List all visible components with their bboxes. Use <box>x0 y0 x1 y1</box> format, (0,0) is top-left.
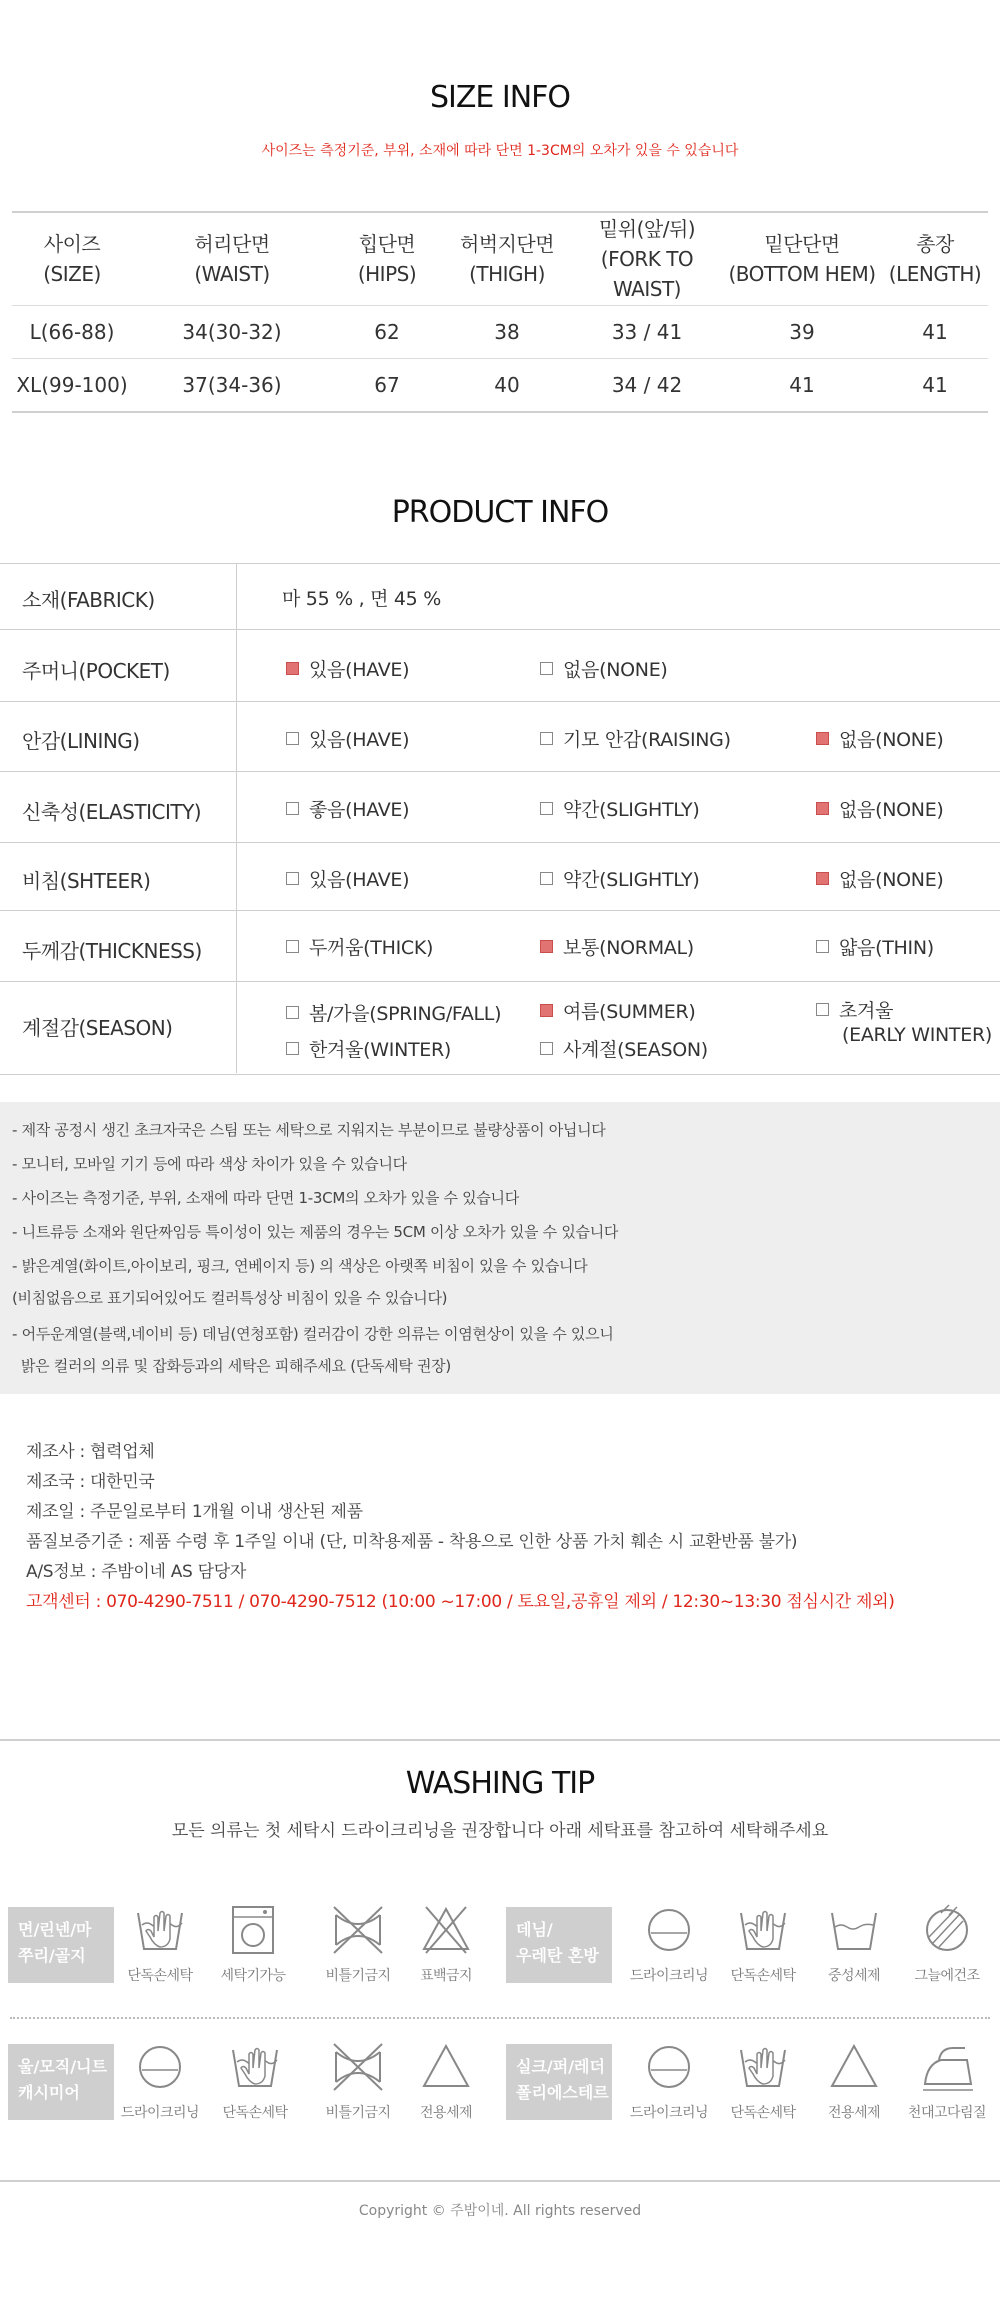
note-line: - 니트류등 소재와 원단짜임등 특이성이 있는 제품의 경우는 5CM 이상 오차가 있을 수 있습니다 <box>12 1223 619 1241</box>
thickness-option-thin[interactable]: 얇음(THIN) <box>816 933 934 960</box>
checkbox-unchecked[interactable] <box>540 1042 553 1055</box>
season-option-early-winter[interactable]: 초겨울 (EARLY WINTER) <box>816 999 992 1047</box>
washing-tip-title: WASHING TIP <box>405 1766 595 1801</box>
wash-category-cotton: 면/린넨/마 쭈리/골지 <box>8 1907 114 1983</box>
special-detergent-icon <box>826 2040 882 2094</box>
product-info-row-fabric <box>0 563 1000 630</box>
hand-wash-icon <box>227 2040 283 2094</box>
product-info-row-lining <box>0 701 1000 772</box>
table-cell: 62 <box>332 306 442 359</box>
washing-tip-subtitle: 모든 의류는 첫 세탁시 드라이크리닝을 권장합니다 아래 세탁표를 참고하여 세탁해주세요 <box>171 1821 829 1841</box>
table-cell: 37(34-36) <box>132 359 332 413</box>
checkbox-checked[interactable] <box>816 872 829 885</box>
table-cell: XL(99-100) <box>12 359 132 413</box>
hand-wash-icon <box>735 2040 791 2094</box>
wash-item: 전용세제 <box>806 2040 902 2122</box>
washing-machine-icon <box>225 1903 281 1957</box>
wash-item: 전용세제 <box>398 2040 494 2122</box>
wash-item: 중성세제 <box>806 1903 902 1985</box>
sheer-option-have[interactable]: 있음(HAVE) <box>286 865 409 892</box>
table-row <box>12 306 988 359</box>
no-wring-icon <box>330 1903 386 1957</box>
size-header-size: 사이즈 (SIZE) <box>43 232 101 286</box>
pocket-label: 주머니(POCKET) <box>22 659 170 683</box>
maker-info-line: 제조국 : 대한민국 <box>26 1472 155 1492</box>
wash-item: 천대고다림질 <box>899 2040 995 2122</box>
dry-clean-icon <box>132 2040 188 2094</box>
size-header-hips: 힙단면 (HIPS) <box>357 232 417 286</box>
neutral-detergent-icon <box>826 1903 882 1957</box>
pocket-option-have[interactable]: 있음(HAVE) <box>286 655 409 682</box>
dry-clean-icon <box>641 2040 697 2094</box>
lining-label: 안감(LINING) <box>22 729 140 753</box>
size-header-length: 총장 (LENGTH) <box>888 232 982 286</box>
note-line: - 밝은계열(화이트,아이보리, 핑크, 연베이지 등) 의 색상은 아랫쪽 비침이 있을 수 있습니다 <box>12 1257 588 1275</box>
table-cell: 41 <box>882 359 988 413</box>
note-line: 밝은 컬러의 의류 및 잡화등과의 세탁은 피해주세요 (단독세탁 권장) <box>12 1357 451 1375</box>
wash-category-silk: 실크/퍼/레더 폴리에스테르 <box>506 2044 612 2120</box>
checkbox-unchecked[interactable] <box>540 802 553 815</box>
note-line: - 어두운계열(블랙,네이비 등) 데님(연청포함) 컬러감이 강한 의류는 이염현상이 있을 수 있으니 <box>12 1325 614 1343</box>
product-info-row-season <box>0 981 1000 1075</box>
size-header-thigh: 허벅지단면 (THIGH) <box>459 232 555 286</box>
season-option-spring-fall[interactable]: 봄/가을(SPRING/FALL) <box>286 999 501 1026</box>
checkbox-checked[interactable] <box>286 662 299 675</box>
checkbox-unchecked[interactable] <box>286 940 299 953</box>
copyright: Copyright © 주밤이네. All rights reserved <box>358 2203 642 2219</box>
thickness-option-thick[interactable]: 두꺼움(THICK) <box>286 933 433 960</box>
table-cell: 41 <box>722 359 882 413</box>
pocket-option-none[interactable]: 없음(NONE) <box>540 655 668 682</box>
season-label: 계절감(SEASON) <box>22 1016 173 1040</box>
checkbox-unchecked[interactable] <box>286 732 299 745</box>
notes-box <box>0 1102 1000 1394</box>
wash-item: 비틀기금지 <box>310 2040 406 2122</box>
checkbox-checked[interactable] <box>816 732 829 745</box>
checkbox-unchecked[interactable] <box>540 872 553 885</box>
checkbox-checked[interactable] <box>540 940 553 953</box>
thickness-label: 두께감(THICKNESS) <box>22 939 202 963</box>
wash-item: 단독손세탁 <box>112 1903 208 1985</box>
table-cell: 39 <box>722 306 882 359</box>
size-table-header-row <box>12 212 988 306</box>
customer-center-line: 고객센터 : 070-4290-7511 / 070-4290-7512 (10:00 ~17:00 / 토요일,공휴일 제외 / 12:30~13:30 점심시간 제외) <box>26 1592 895 1612</box>
fabric-value: 마 55 % , 면 45 % <box>282 588 441 610</box>
hand-wash-icon <box>132 1903 188 1957</box>
dry-clean-icon <box>641 1903 697 1957</box>
wash-item: 단독손세탁 <box>715 2040 811 2122</box>
size-header-fork: 밑위(앞/뒤) (FORK TO WAIST) <box>598 217 696 301</box>
size-info-subtitle: 사이즈는 측정기준, 부위, 소재에 따라 단면 1-3CM의 오차가 있을 수 있습니다 <box>261 143 739 159</box>
footer-divider <box>0 2180 1000 2182</box>
shade-dry-icon <box>919 1903 975 1957</box>
checkbox-unchecked[interactable] <box>286 1042 299 1055</box>
maker-info-line: 품질보증기준 : 제품 수령 후 1주일 이내 (단, 미착용제품 - 착용으로 인한 상품 가치 훼손 시 교환반품 불가) <box>26 1532 798 1552</box>
wash-item: 비틀기금지 <box>310 1903 406 1985</box>
checkbox-unchecked[interactable] <box>286 802 299 815</box>
elasticity-option-slightly[interactable]: 약간(SLIGHTLY) <box>540 795 699 822</box>
note-line: - 제작 공정시 생긴 초크자국은 스팀 또는 세탁으로 지워지는 부분이므로 불량상품이 아닙니다 <box>12 1121 606 1139</box>
elasticity-label: 신축성(ELASTICITY) <box>22 800 202 824</box>
sheer-option-none[interactable]: 없음(NONE) <box>816 865 944 892</box>
size-header-hem: 밑단단면 (BOTTOM HEM) <box>728 232 876 286</box>
wash-item: 세탁기가능 <box>205 1903 301 1985</box>
lining-option-have[interactable]: 있음(HAVE) <box>286 725 409 752</box>
wash-item: 드라이크리닝 <box>621 1903 717 1985</box>
table-cell: 38 <box>442 306 572 359</box>
table-cell: L(66-88) <box>12 306 132 359</box>
elasticity-option-none[interactable]: 없음(NONE) <box>816 795 944 822</box>
wash-divider <box>10 2017 990 2019</box>
no-bleach-icon <box>418 1903 474 1957</box>
product-info-row-thickness <box>0 910 1000 982</box>
wash-category-wool: 울/모직/니트 캐시미어 <box>8 2044 114 2120</box>
maker-info-line: 제조일 : 주문일로부터 1개월 이내 생산된 제품 <box>26 1502 363 1522</box>
no-wring-icon <box>330 2040 386 2094</box>
wash-category-denim: 데님/ 우레탄 혼방 <box>506 1907 612 1983</box>
table-cell: 41 <box>882 306 988 359</box>
maker-info-line: A/S정보 : 주밤이네 AS 담당자 <box>26 1562 247 1582</box>
wash-item: 드라이크리닝 <box>621 2040 717 2122</box>
section-divider <box>0 1739 1000 1741</box>
maker-info-line: 제조사 : 협력업체 <box>26 1442 155 1462</box>
iron-icon <box>919 2040 975 2094</box>
wash-item: 단독손세탁 <box>207 2040 303 2122</box>
wash-item: 드라이크리닝 <box>112 2040 208 2122</box>
table-cell: 34 / 42 <box>572 359 722 413</box>
product-info-row-elasticity <box>0 771 1000 843</box>
checkbox-unchecked[interactable] <box>540 732 553 745</box>
product-info-row-sheer <box>0 842 1000 911</box>
hand-wash-icon <box>735 1903 791 1957</box>
size-table <box>12 211 988 413</box>
sheer-option-slightly[interactable]: 약간(SLIGHTLY) <box>540 865 699 892</box>
note-line: (비침없음으로 표기되어있어도 컬러특성상 비침이 있을 수 있습니다) <box>12 1289 448 1307</box>
season-option-winter[interactable]: 한겨울(WINTER) <box>286 1035 451 1062</box>
thickness-option-normal[interactable]: 보통(NORMAL) <box>540 933 694 960</box>
checkbox-unchecked[interactable] <box>286 1006 299 1019</box>
lining-option-none[interactable]: 없음(NONE) <box>816 725 944 752</box>
sheer-label: 비침(SHTEER) <box>22 869 151 893</box>
checkbox-unchecked[interactable] <box>286 872 299 885</box>
note-line: - 사이즈는 측정기준, 부위, 소재에 따라 단면 1-3CM의 오차가 있을 수 있습니다 <box>12 1189 519 1207</box>
checkbox-unchecked[interactable] <box>816 940 829 953</box>
elasticity-option-have[interactable]: 좋음(HAVE) <box>286 795 409 822</box>
checkbox-unchecked[interactable] <box>816 1003 829 1016</box>
note-line: - 모니터, 모바일 기기 등에 따라 색상 차이가 있을 수 있습니다 <box>12 1155 407 1173</box>
table-cell: 40 <box>442 359 572 413</box>
fabric-label: 소재(FABRICK) <box>22 588 155 612</box>
lining-option-raising[interactable]: 기모 안감(RAISING) <box>540 725 731 752</box>
checkbox-checked[interactable] <box>816 802 829 815</box>
size-header-waist: 허리단면 (WAIST) <box>194 232 270 286</box>
product-info-row-pocket <box>0 629 1000 702</box>
wash-item: 단독손세탁 <box>715 1903 811 1985</box>
table-cell: 34(30-32) <box>132 306 332 359</box>
wash-item: 그늘에건조 <box>899 1903 995 1985</box>
season-option-summer[interactable]: 여름(SUMMER) <box>540 997 696 1024</box>
table-row <box>12 359 988 413</box>
table-cell: 33 / 41 <box>572 306 722 359</box>
season-option-all-season[interactable]: 사계절(SEASON) <box>540 1035 708 1062</box>
size-info-title: SIZE INFO <box>429 80 571 115</box>
special-detergent-icon <box>418 2040 474 2094</box>
checkbox-unchecked[interactable] <box>540 662 553 675</box>
wash-item: 표백금지 <box>398 1903 494 1985</box>
product-info-title: PRODUCT INFO <box>391 495 609 530</box>
table-cell: 67 <box>332 359 442 413</box>
checkbox-checked[interactable] <box>540 1004 553 1017</box>
